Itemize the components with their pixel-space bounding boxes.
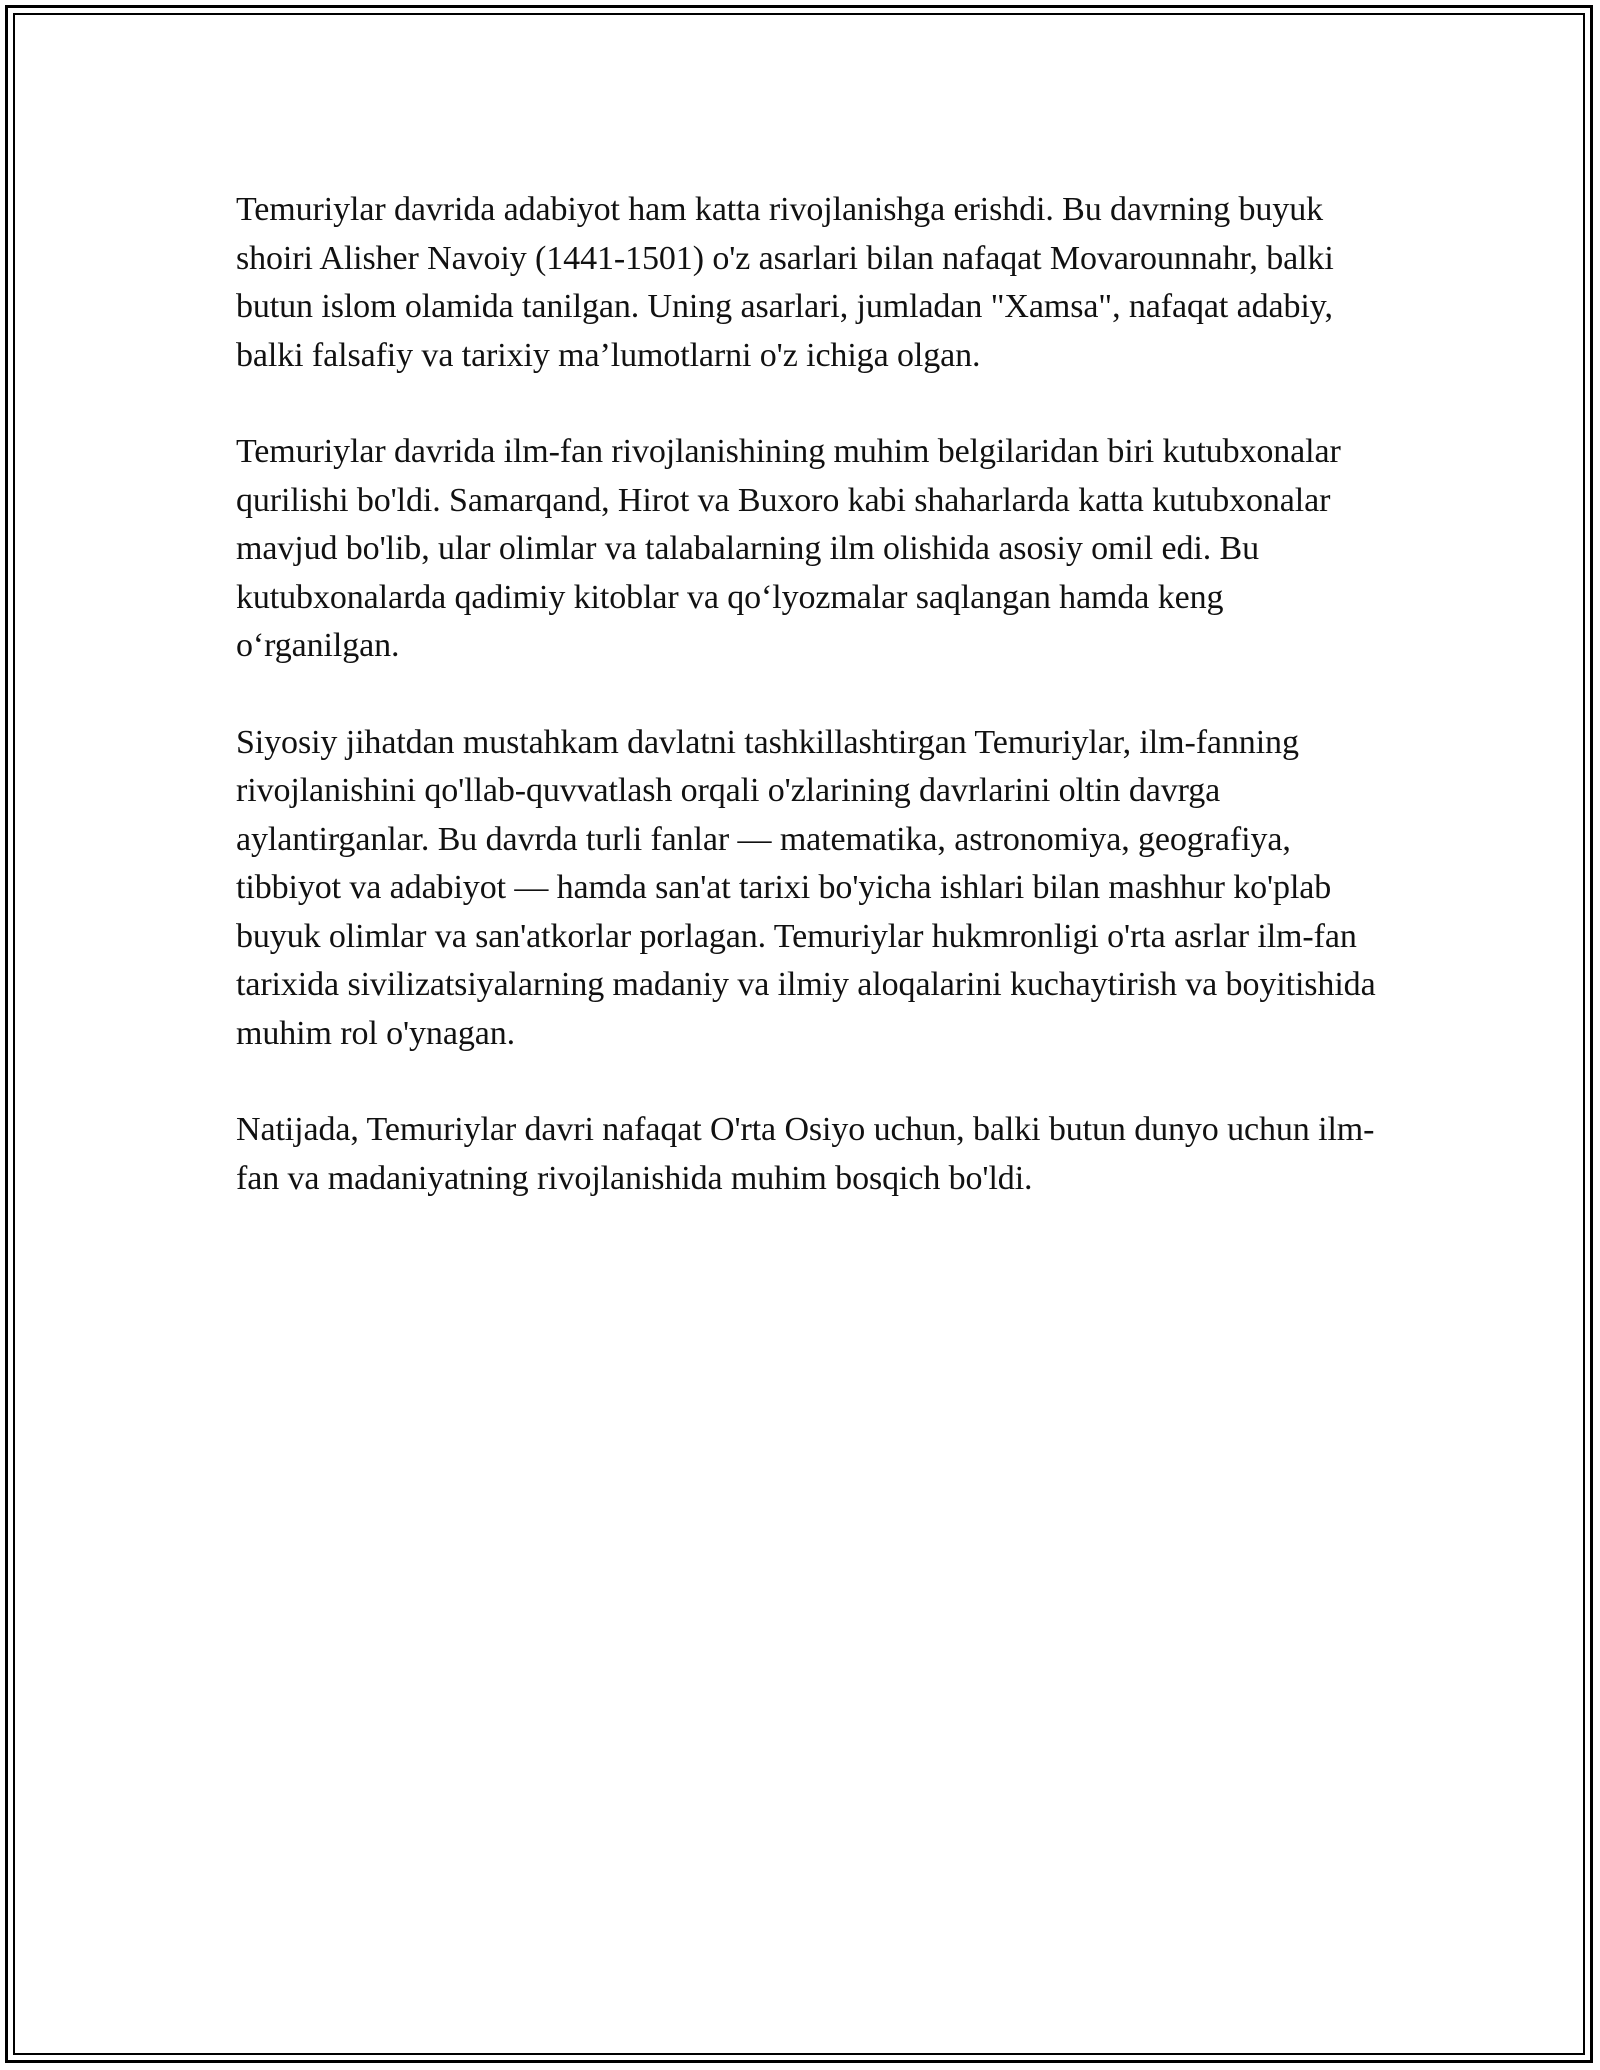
paragraph-golden-age: Siyosiy jihatdan mustahkam davlatni tashkillashtirgan Temuriylar, ilm-fanning rivojlanishini qo'llab-quvvatlash orqali o'zlarining davrlarini oltin davrga aylantirganlar. Bu davrda turli fanlar — matematika, astronomiya, geografiya, tibbiyot va adabiyot — hamda san'at tarixi bo'yicha ishlari bilan mashhur ko'plab buyuk olimlar va san'atkorlar porlagan. Temuriylar hukmronligi o'rta asrlar ilm-fan tarixida sivilizatsiyalarning madaniy va ilmiy aloqalarini kuchaytirish va boyitishida muhim rol o'ynagan.: [236, 723, 1376, 1052]
document-body: [236, 186, 1386, 1251]
paragraph-conclusion: Natijada, Temuriylar davri nafaqat O'rta Osiyo uchun, balki butun dunyo uchun ilm-fan va madaniyatning rivojlanishida muhim bosqich bo'ldi.: [236, 1111, 1375, 1197]
paragraph-libraries: Temuriylar davrida ilm-fan rivojlanishining muhim belgilaridan biri kutubxonalar qurilishi bo'ldi. Samarqand, Hirot va Buxoro kabi shaharlarda katta kutubxonalar mavjud bo'lib, ular olimlar va talabalarning ilm olishida asosiy omil edi. Bu kutubxonalarda qadimiy kitoblar va qo‘lyozmalar saqlangan hamda keng o‘rganilgan.: [236, 433, 1341, 664]
paragraph-literature: Temuriylar davrida adabiyot ham katta rivojlanishga erishdi. Bu davrning buyuk shoiri Alisher Navoiy (1441-1501) o'z asarlari bilan nafaqat Movarounnahr, balki butun islom olamida tanilgan. Uning asarlari, jumladan "Xamsa", nafaqat adabiy, balki falsafiy va tarixiy ma’lumotlarni o'z ichiga olgan.: [236, 191, 1334, 374]
